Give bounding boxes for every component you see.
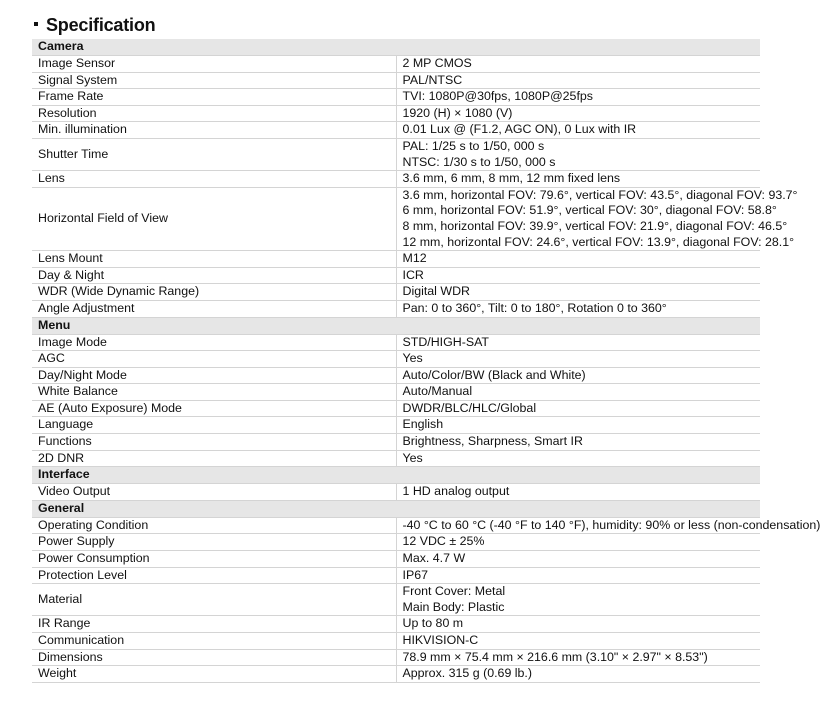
spec-row: [32, 666, 760, 683]
spec-label: Lens: [32, 171, 396, 188]
spec-label: Protection Level: [32, 567, 396, 584]
spec-label: Day & Night: [32, 267, 396, 284]
spec-row: [32, 171, 760, 188]
spec-value: [396, 187, 798, 250]
spec-row: [32, 187, 760, 250]
spec-value: [396, 56, 760, 73]
spec-label: Image Sensor: [32, 56, 396, 73]
spec-label: 2D DNR: [32, 450, 396, 467]
spec-value-line: 1 HD analog output: [402, 484, 510, 499]
spec-row: [32, 417, 760, 434]
spec-value-line: ICR: [402, 267, 424, 282]
spec-value-line: TVI: 1080P@30fps, 1080P@25fps: [402, 89, 593, 104]
spec-row: [32, 384, 760, 401]
spec-row: [32, 300, 760, 317]
spec-row: [32, 450, 760, 467]
spec-value: [396, 649, 760, 666]
spec-value: [396, 89, 760, 106]
spec-value-line: English: [402, 417, 444, 432]
spec-label: AE (Auto Exposure) Mode: [32, 400, 396, 417]
spec-row: [32, 534, 760, 551]
spec-value-line: 8 mm, horizontal FOV: 39.9°, vertical FOV: 21.9°, diagonal FOV: 46.5°: [402, 218, 788, 233]
spec-row: [32, 334, 760, 351]
spec-label: Frame Rate: [32, 89, 396, 106]
spec-value-line: Approx. 315 g (0.69 lb.): [402, 666, 532, 681]
spec-value-line: Yes: [402, 450, 423, 465]
spec-row: [32, 138, 760, 170]
spec-value-line: Brightness, Sharpness, Smart IR: [402, 434, 583, 449]
spec-label: Resolution: [32, 105, 396, 122]
spec-label: Video Output: [32, 484, 396, 501]
spec-value: [396, 72, 760, 89]
spec-value: [396, 367, 760, 384]
spec-row: [32, 649, 760, 666]
spec-label: Dimensions: [32, 649, 396, 666]
spec-label: Power Consumption: [32, 551, 396, 568]
spec-row: [32, 517, 760, 534]
spec-label: WDR (Wide Dynamic Range): [32, 284, 396, 301]
spec-value: [396, 284, 760, 301]
spec-value: [396, 551, 760, 568]
spec-value: [396, 633, 760, 650]
spec-row: [32, 351, 760, 368]
spec-value-line: DWDR/BLC/HLC/Global: [402, 400, 537, 415]
spec-value-line: 6 mm, horizontal FOV: 51.9°, vertical FOV: 30°, diagonal FOV: 58.8°: [402, 203, 777, 218]
spec-value: [396, 567, 760, 584]
spec-value-line: 3.6 mm, 6 mm, 8 mm, 12 mm fixed lens: [402, 171, 621, 186]
spec-value: [396, 351, 760, 368]
title-text: Specification: [46, 15, 156, 35]
bullet-icon: [34, 22, 38, 26]
spec-label: Language: [32, 417, 396, 434]
spec-value-line: NTSC: 1/30 s to 1/50, 000 s: [402, 154, 556, 169]
spec-label: White Balance: [32, 384, 396, 401]
spec-label: Angle Adjustment: [32, 300, 396, 317]
section-header: [32, 467, 760, 484]
section-title: General: [32, 500, 760, 517]
spec-value-line: Up to 80 m: [402, 616, 464, 631]
spec-value-line: HIKVISION-C: [402, 633, 479, 647]
spec-label: Image Mode: [32, 334, 396, 351]
spec-value: [396, 400, 760, 417]
spec-label: Material: [32, 584, 396, 616]
spec-value-line: 1920 (H) × 1080 (V): [402, 105, 513, 120]
spec-label: Signal System: [32, 72, 396, 89]
spec-value-line: Pan: 0 to 360°, Tilt: 0 to 180°, Rotation 0 to 360°: [402, 300, 667, 315]
section-title: Camera: [32, 39, 760, 56]
spec-value: [396, 251, 760, 268]
spec-value-line: M12: [402, 251, 427, 266]
spec-value: [396, 450, 760, 467]
spec-value-line: Yes: [402, 351, 423, 366]
spec-value-line: STD/HIGH-SAT: [402, 334, 490, 349]
spec-label: Communication: [32, 633, 396, 650]
spec-value: [396, 334, 760, 351]
spec-table: [32, 39, 820, 683]
spec-row: [32, 367, 760, 384]
spec-value-line: 3.6 mm, horizontal FOV: 79.6°, vertical FOV: 43.5°, diagonal FOV: 93.7°: [402, 187, 798, 202]
spec-value: [396, 616, 760, 633]
spec-row: [32, 567, 760, 584]
spec-value: [396, 584, 760, 616]
spec-value: [396, 138, 760, 170]
spec-label: Horizontal Field of View: [32, 187, 396, 250]
spec-label: Weight: [32, 666, 396, 683]
spec-value-line: Auto/Manual: [402, 384, 473, 399]
spec-row: [32, 267, 760, 284]
spec-value-line: PAL/NTSC: [402, 72, 463, 87]
spec-row: [32, 400, 760, 417]
spec-row: [32, 434, 760, 451]
spec-row: [32, 551, 760, 568]
spec-value: [396, 384, 760, 401]
spec-value: [396, 105, 760, 122]
spec-value: [396, 267, 760, 284]
spec-row: [32, 89, 760, 106]
spec-label: Day/Night Mode: [32, 367, 396, 384]
spec-value-line: Auto/Color/BW (Black and White): [402, 367, 586, 382]
spec-value-line: Main Body: Plastic: [402, 599, 505, 614]
spec-value: [396, 666, 760, 683]
spec-table-body: [32, 39, 820, 682]
spec-value-line: Front Cover: Metal: [402, 584, 506, 599]
spec-row: [32, 633, 760, 650]
spec-value-line: 12 VDC ± 25%: [402, 534, 485, 549]
section-header: [32, 500, 760, 517]
spec-row: [32, 72, 760, 89]
spec-value-line: 78.9 mm × 75.4 mm × 216.6 mm (3.10" × 2.97" × 8.53"): [402, 649, 708, 664]
spec-label: IR Range: [32, 616, 396, 633]
spec-value: [396, 434, 760, 451]
spec-row: [32, 122, 760, 139]
section-header: [32, 317, 760, 334]
spec-value: [396, 534, 760, 551]
spec-row: [32, 616, 760, 633]
spec-value-line: Max. 4.7 W: [402, 551, 466, 566]
spec-row: [32, 584, 760, 616]
spec-value: [396, 171, 760, 188]
spec-value: [396, 417, 760, 434]
spec-label: Functions: [32, 434, 396, 451]
spec-value-line: 0.01 Lux @ (F1.2, AGC ON), 0 Lux with IR: [402, 122, 637, 137]
spec-value-line: 2 MP CMOS: [402, 56, 472, 70]
spec-row: [32, 105, 760, 122]
spec-value-line: -40 °C to 60 °C (-40 °F to 140 °F), humidity: 90% or less (non-condensation): [402, 517, 820, 532]
spec-value-line: PAL: 1/25 s to 1/50, 000 s: [402, 138, 545, 153]
section-header: [32, 39, 760, 56]
spec-label: Lens Mount: [32, 251, 396, 268]
spec-row: [32, 284, 760, 301]
spec-label: Operating Condition: [32, 517, 396, 534]
spec-row: [32, 251, 760, 268]
spec-value: [396, 517, 820, 534]
spec-value: [396, 300, 760, 317]
spec-label: Shutter Time: [32, 138, 396, 170]
spec-value-line: Digital WDR: [402, 284, 470, 299]
spec-value: [396, 122, 760, 139]
spec-value-line: IP67: [402, 567, 428, 582]
spec-row: [32, 484, 760, 501]
spec-value: [396, 484, 760, 501]
section-title: Menu: [32, 317, 760, 334]
spec-value-line: 12 mm, horizontal FOV: 24.6°, vertical FOV: 13.9°, diagonal FOV: 28.1°: [402, 234, 795, 249]
section-title: Interface: [32, 467, 760, 484]
spec-label: Min. illumination: [32, 122, 396, 139]
spec-label: Power Supply: [32, 534, 396, 551]
spec-row: [32, 56, 760, 73]
page-title: [34, 15, 155, 36]
spec-label: AGC: [32, 351, 396, 368]
